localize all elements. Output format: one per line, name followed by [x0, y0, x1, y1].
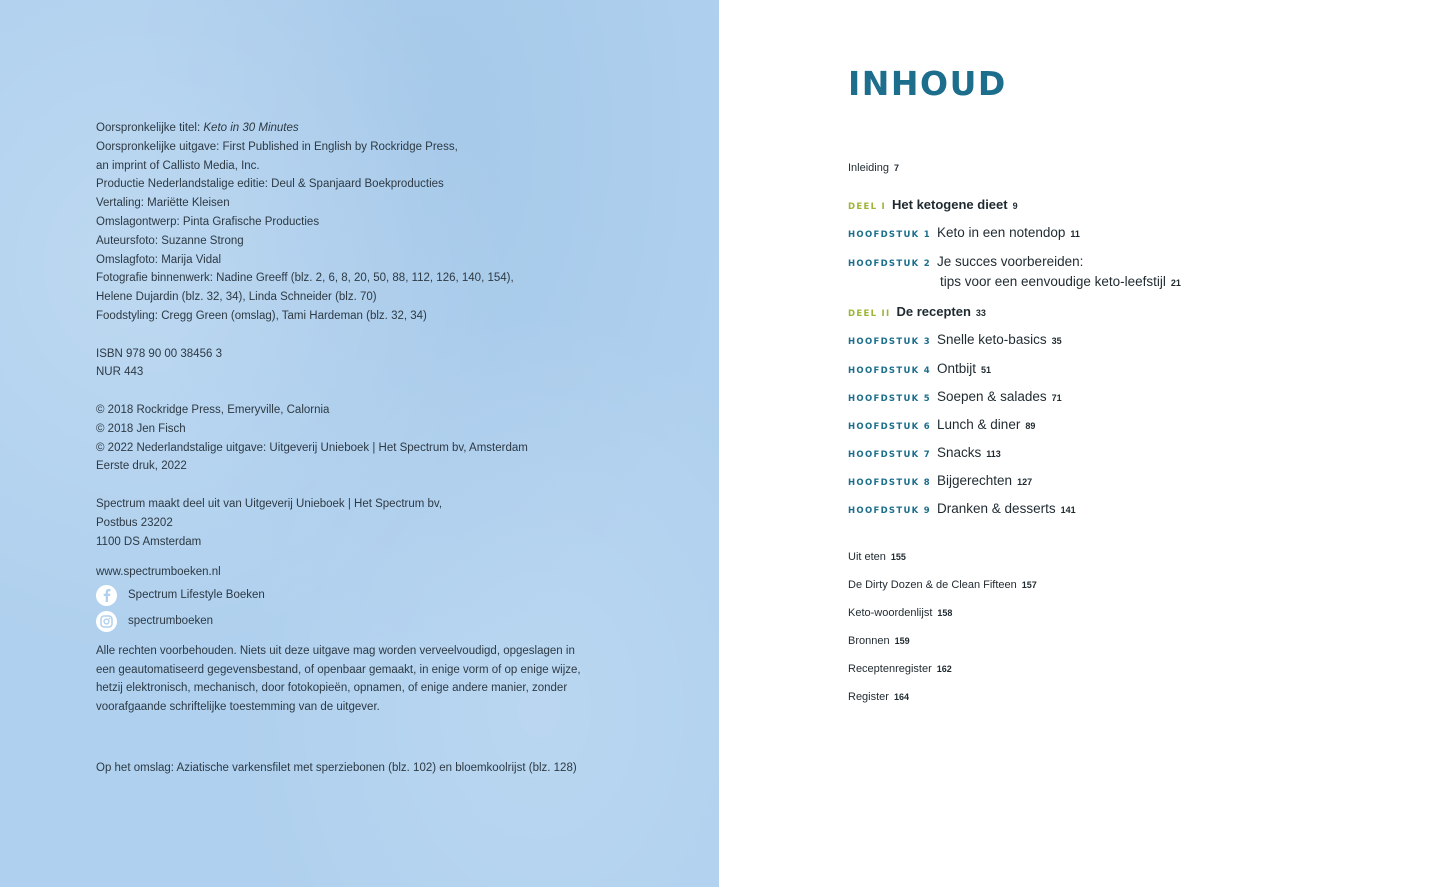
chapter-label: HOOFDSTUK 9 [848, 506, 932, 516]
page-number: 33 [975, 308, 986, 318]
rights-notice: Alle rechten voorbehouden. Niets uit deze uitgave mag worden verveelvoudigd, opgeslagen in een geautomatiseerd gegevensbestand, of openbaar gemaakt, in enige vorm of op enige wijze, hetzij elektronisch, mechanisch, door fotokopieën, opnamen, of enige andere manier, zonder voorafgaande schriftelijke toestemming van de uitgever. [96, 645, 581, 713]
toc-title: INHOUD [848, 64, 1007, 103]
toc-entry-intro[interactable] [848, 162, 899, 174]
toc-entry-deel-2[interactable] [848, 303, 986, 321]
chapter-label: HOOFDSTUK 6 [848, 422, 932, 432]
chapter-title: Snelle keto-basics [937, 332, 1047, 347]
page-number: 157 [1021, 580, 1037, 590]
website-link[interactable]: www.spectrumboeken.nl [96, 566, 221, 579]
page-number: 113 [986, 449, 1001, 459]
toc-entry-chapter-6[interactable] [848, 416, 1035, 434]
toc-entry-appendix[interactable] [848, 663, 952, 675]
toc-entry-chapter-5[interactable] [848, 388, 1062, 406]
entry-title: De Dirty Dozen & de Clean Fifteen [848, 579, 1017, 591]
chapter-label: HOOFDSTUK 4 [848, 366, 932, 376]
page-number: 89 [1025, 421, 1036, 431]
publisher-line: 1100 DS Amsterdam [96, 535, 202, 548]
colophon-line: Helene Dujardin (blz. 32, 34), Linda Schneider (blz. 70) [96, 291, 377, 304]
chapter-title: Bijgerechten [937, 473, 1013, 488]
entry-title: Register [848, 691, 889, 703]
chapter-title: Je succes voorbereiden: [937, 254, 1084, 269]
toc-entry-appendix[interactable] [848, 691, 909, 703]
entry-title: Bronnen [848, 635, 890, 647]
chapter-label: HOOFDSTUK 1 [848, 230, 932, 240]
publisher-line: Spectrum maakt deel uit van Uitgeverij Unieboek | Het Spectrum bv, [96, 497, 443, 510]
page-number: 9 [1012, 201, 1018, 211]
chapter-title: Lunch & diner [937, 417, 1021, 432]
chapter-label: HOOFDSTUK 3 [848, 337, 932, 347]
instagram-icon [96, 611, 117, 632]
page-number: 127 [1017, 477, 1033, 487]
copyright-line: © 2018 Rockridge Press, Emeryville, Calornia [96, 403, 330, 416]
deel-title: De recepten [896, 304, 971, 319]
colophon-line: an imprint of Callisto Media, Inc. [96, 159, 260, 172]
entry-title: Uit eten [848, 551, 886, 563]
entry-title: Keto-woordenlijst [848, 607, 933, 619]
colophon-line: Vertaling: Mariëtte Kleisen [96, 197, 230, 210]
colophon-line: Omslagfoto: Marija Vidal [96, 253, 222, 266]
chapter-label: HOOFDSTUK 5 [848, 394, 932, 404]
page-number: 158 [937, 608, 953, 618]
colophon-line: Oorspronkelijke uitgave: First Published in English by Rockridge Press, [96, 140, 458, 153]
toc-entry-deel-1[interactable] [848, 196, 1018, 214]
page-number: 155 [890, 552, 906, 562]
toc-page [719, 0, 1440, 887]
facebook-icon [96, 585, 117, 606]
deel-title: Het ketogene dieet [892, 197, 1008, 212]
colophon-line: Productie Nederlandstalige editie: Deul & Spanjaard Boekproducties [96, 178, 444, 191]
entry-title: Inleiding [848, 162, 889, 174]
toc-entry-chapter-1[interactable] [848, 224, 1080, 242]
deel-label: DEEL II [848, 309, 891, 319]
page-number: 7 [893, 163, 899, 173]
colophon-line: Fotografie binnenwerk: Nadine Greeff (blz. 2, 6, 8, 20, 50, 88, 112, 126, 140, 154), [96, 272, 514, 285]
colophon-line: Auteursfoto: Suzanne Strong [96, 234, 244, 247]
chapter-title: Snacks [937, 445, 982, 460]
original-title: Keto in 30 Minutes [203, 122, 299, 134]
toc-entry-chapter-4[interactable] [848, 360, 991, 378]
page-number: 35 [1051, 336, 1062, 346]
page-number: 159 [894, 636, 910, 646]
instagram-link[interactable] [96, 608, 656, 634]
cover-credit: Op het omslag: Aziatische varkensfilet met sperziebonen (blz. 102) en bloemkoolrijst (blz. 128) [96, 761, 577, 774]
toc-entry-appendix[interactable] [848, 635, 910, 647]
page-number: 141 [1060, 505, 1076, 515]
chapter-subtitle: tips voor een eenvoudige keto-leefstijl [940, 274, 1166, 289]
toc-entry-appendix[interactable] [848, 579, 1037, 591]
nur-line: NUR 443 [96, 366, 144, 379]
toc-entry-chapter-8[interactable] [848, 472, 1032, 490]
chapter-title: Dranken & desserts [937, 501, 1056, 516]
entry-title: Receptenregister [848, 663, 932, 675]
copyright-line: © 2018 Jen Fisch [96, 422, 186, 435]
copyright-line: © 2022 Nederlandstalige uitgave: Uitgeverij Unieboek | Het Spectrum bv, Amsterdam [96, 441, 528, 454]
original-title-line: Oorspronkelijke titel: Keto in 30 Minutes [96, 122, 299, 134]
chapter-title: Keto in een notendop [937, 225, 1066, 240]
facebook-label: Spectrum Lifestyle Boeken [128, 588, 265, 601]
chapter-label: HOOFDSTUK 2 [848, 259, 932, 269]
colophon-page [0, 0, 719, 887]
chapter-title: Soepen & salades [937, 389, 1047, 404]
edition-line: Eerste druk, 2022 [96, 460, 187, 473]
toc-entry-chapter-3[interactable] [848, 331, 1062, 349]
page-number: 71 [1051, 393, 1062, 403]
page-number: 51 [981, 365, 992, 375]
deel-label: DEEL I [848, 202, 887, 212]
page-number: 21 [1170, 278, 1181, 288]
chapter-label: HOOFDSTUK 7 [848, 450, 932, 460]
toc-entry-chapter-2[interactable] [848, 253, 1181, 292]
toc-entry-chapter-9[interactable] [848, 500, 1076, 518]
page-number: 162 [936, 664, 952, 674]
chapter-title: Ontbijt [937, 361, 977, 376]
colophon-line: Omslagontwerp: Pinta Grafische Producties [96, 215, 320, 228]
facebook-link[interactable] [96, 582, 656, 608]
chapter-label: HOOFDSTUK 8 [848, 478, 932, 488]
toc-entry-chapter-7[interactable] [848, 444, 1001, 462]
page-number: 11 [1070, 229, 1080, 239]
instagram-label: spectrumboeken [128, 614, 214, 627]
toc-entry-appendix[interactable] [848, 551, 906, 563]
colophon-line: Foodstyling: Cregg Green (omslag), Tami Hardeman (blz. 32, 34) [96, 309, 427, 322]
isbn-line: ISBN 978 90 00 38456 3 [96, 347, 222, 360]
toc-entry-appendix[interactable] [848, 607, 952, 619]
colophon-text [96, 119, 656, 777]
page-number: 164 [893, 692, 909, 702]
publisher-line: Postbus 23202 [96, 516, 173, 529]
